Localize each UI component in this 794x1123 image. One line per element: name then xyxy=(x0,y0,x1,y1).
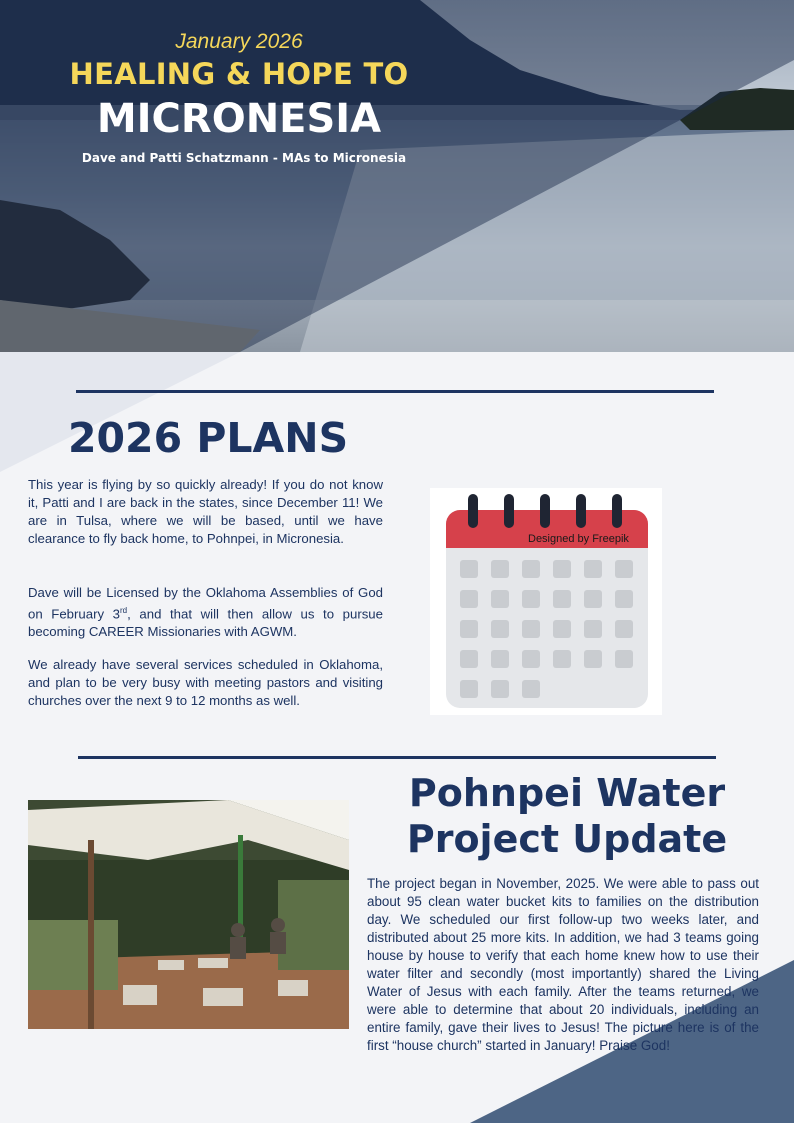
section-divider-middle xyxy=(78,756,716,759)
plans-heading: 2026 PLANS xyxy=(68,414,349,462)
water-heading-line-1: Pohnpei Water xyxy=(408,771,726,815)
calendar-credit: Designed by Freepik xyxy=(528,533,629,545)
water-heading-line-2: Project Update xyxy=(406,817,728,861)
plans-paragraph-1: This year is flying by so quickly already! If you do not know it, Patti and I are back in the states, since December 11! We are in Tulsa, where we will be based, until we have clearance to fly back home, to Pohnpei, in Micronesia. xyxy=(28,477,383,546)
plans-paragraph-3: We already have several services scheduled in Oklahoma, and plan to be very busy with meeting pastors and visiting churches over the next 9 to 12 months as well. xyxy=(28,657,383,708)
plans-paragraph-2-b: , and that will then allow us to pursue becoming CAREER Missionaries with AGWM. xyxy=(28,606,383,640)
calendar-illustration xyxy=(430,488,662,715)
house-church-photo xyxy=(28,800,349,1029)
byline: Dave and Patti Schatzmann - MAs to Micronesia xyxy=(81,151,407,165)
water-heading xyxy=(372,770,762,862)
plans-paragraph-2-a: Dave will be Licensed by the Oklahoma Assemblies of God on February 3 xyxy=(28,585,383,622)
section-divider-top xyxy=(76,390,714,393)
hero-banner xyxy=(0,0,794,352)
water-paragraph: The project began in November, 2025. We were able to pass out about 95 clean water bucket kits to families on the distribution day. We scheduled our first follow-up two weeks later, and distributed about 25 more kits. In addition, we had 3 teams going house by house to verify that each home knew how to use their water filter and secondly (most importantly) shared the Living Water of Jesus with each family. After the teams returned, we were able to determine that about 20 individuals, including an entire family, gave their lives to Jesus! The picture here is of the first “house church” started in January! Praise God! xyxy=(367,876,759,1053)
house-church-photo-image xyxy=(28,800,349,1029)
plans-paragraph-2-sup: rd xyxy=(120,606,128,615)
title-line-1: HEALING & HOPE TO xyxy=(69,57,409,91)
title-line-2: MICRONESIA xyxy=(96,96,382,142)
plans-paragraph-2 xyxy=(28,584,383,641)
calendar-icon xyxy=(430,488,662,715)
issue-month: January 2026 xyxy=(175,30,303,53)
